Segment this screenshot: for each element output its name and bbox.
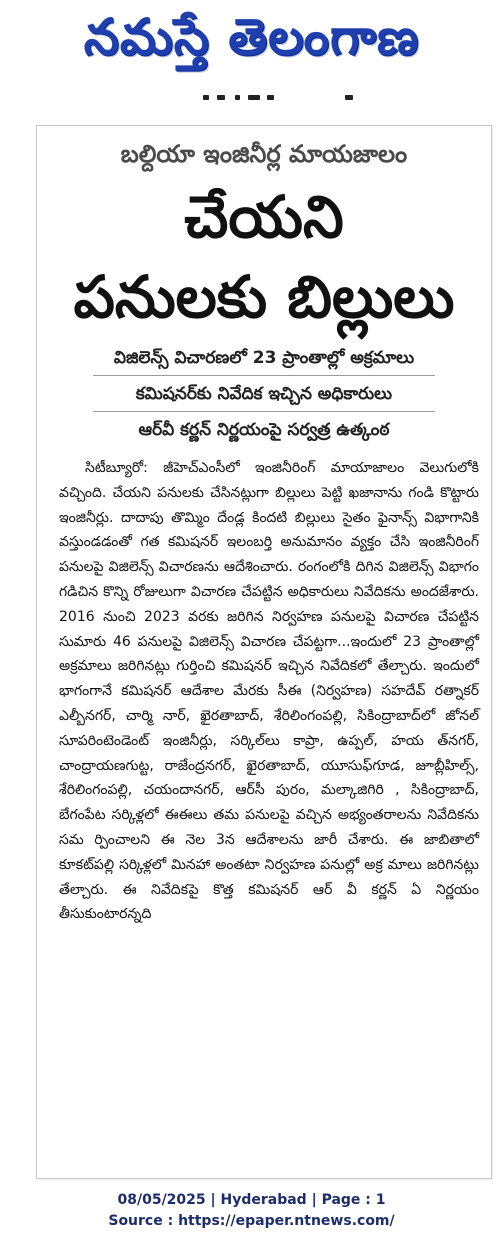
newspaper-logo: నమస్తే తెలంగాణ bbox=[83, 7, 420, 66]
deck-line-1: విజిలెన్స్ విచారణలో 23 ప్రాంతాల్లో అక్రమాలు bbox=[113, 348, 415, 368]
footer-source: Source : https://epaper.ntnews.com/ bbox=[108, 1213, 395, 1229]
headline-line-2: పనులకు బిల్లులు bbox=[73, 263, 455, 331]
article-kicker: బల్దియా ఇంజినీర్ల మాయజాలం bbox=[120, 140, 408, 168]
deck-divider bbox=[93, 375, 435, 376]
news-clipping bbox=[36, 125, 492, 1179]
cut-text-fragment bbox=[195, 95, 365, 101]
footer-date-location: 08/05/2025 | Hyderabad | Page : 1 bbox=[117, 1192, 386, 1208]
deck-divider bbox=[93, 411, 435, 412]
deck-line-3: ఆర్‌వీ కర్ణన్ నిర్ణయంపై సర్వత్ర ఉత్కంఠ bbox=[138, 420, 390, 440]
headline-line-1: చేయని bbox=[184, 183, 344, 251]
masthead bbox=[0, 0, 503, 86]
deck-line-2: కమిషనర్‌కు నివేదిక ఇచ్చిన అధికారులు bbox=[135, 384, 393, 404]
article-body: సిటీబ్యూరో: జీహెచ్‌ఎంసీలో ఇంజినీరింగ్ మాయాజాలం వెలుగులోకి వచ్చింది. చేయని పనులకు చేసినట్లుగా బిల్లులు పెట్టి ఖజానాను గండి కొట్టారు ఇంజినీర్లు. దాదాపు తొమ్మిం దేండ్ల కిందటి బిల్లులు సైతం ఫైనాన్స్ విభాగానికి వస్తుండడంతో గత కమిషనర్ ఇలంబర్తి అనుమానం వ్యక్తం చేసి ఇంజినీరింగ్ పనులపై విజిలెన్స్ విచారణను ఆదేశించారు. రంగంలోకి దిగిన విజిలెన్స్ విభాగం గడిచిన కొన్ని రోజులుగా విచారణ చేపట్టిన అధికారులు నివేదికను అందజేశారు. 2016 నుంచి 2023 వరకు జరిగిన నిర్వహణ పనులపై విచారణ చేపట్టిన సుమారు 46 పనులపై విజిలెన్స్ విచారణ చేపట్టగా...ఇందులో 23 ప్రాంతాల్లో అక్రమాలు జరిగినట్లు గుర్తించి కమిషనర్ ఇచ్చిన నివేదికలో తేల్చారు. ఇందులో భాగంగానే కమిషనర్ ఆదేశాల మేరకు సీఈ (నిర్వహణ) సహదేవ్ రత్నాకర్ ఎల్బీనగర్, చార్మి నార్, ఖైరతాబాద్, శేరిలింగంపల్లి, సికింద్రాబాద్‌లో జోనల్ సూపరింటెండెంట్ ఇంజినీర్లు, సర్కిల్‌లు కాప్రా, ఉప్పల్, హయ త్‌నగర్, చాంద్రాయణగుట్ట, రాజేంద్రనగర్, ఖైరతాబాద్, యూసుఫ్‌గూడ, జూబ్లీహిల్స్, శేరిలింగంపల్లి, చయందానగర్, ఆర్‌సీ పురం, మల్కాజిగిరి , సికింద్రాబాద్, బేగంపేట సర్కిళ్లలో ఈఈలు తమ పనులపై వచ్చిన అభ్యంతరాలను నివేదికను సమ ర్పించాలని ఈ నెల 3న ఆదేశాలను జారీ చేశారు. ఈ జాబితాలో కూకట్‌పల్లి సర్కిళ్లలో మినహా అంతటా నిర్వహణ పనుల్లో అక్ర మాలు జరిగినట్లు తేల్చారు. ఈ నివేదికపై కొత్త కమిషనర్ ఆర్ వీ కర్ణన్ ఏ నిర్ణయం తీసుకుంటారన్నది bbox=[59, 460, 479, 923]
